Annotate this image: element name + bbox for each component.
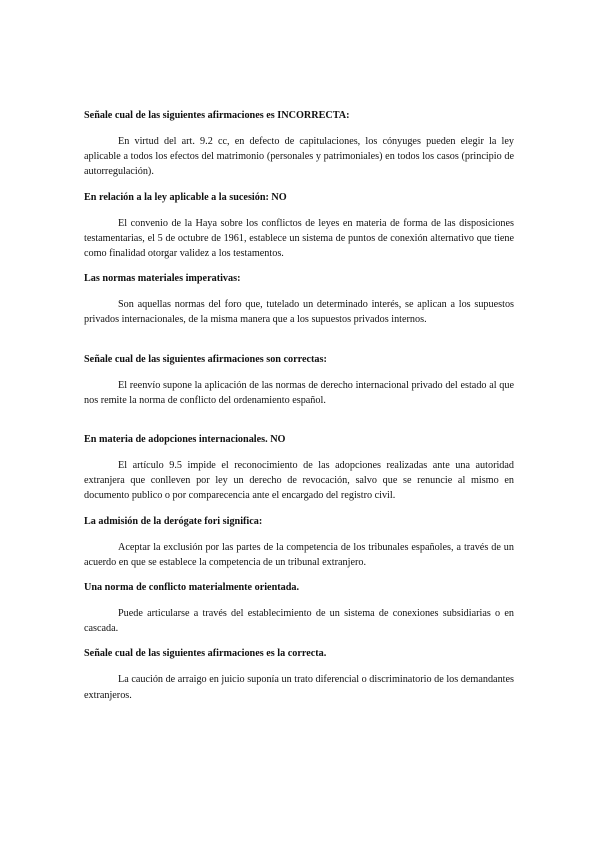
document-page [84,108,514,703]
question-heading: Señale cual de las siguientes afirmaciones son correctas: [84,353,327,365]
answer-text: El reenvío supone la aplicación de las normas de derecho internacional privado del estado al que nos remite la norma de conflicto del ordenamiento español. [84,379,514,406]
qa-block-7 [84,580,514,636]
qa-block-5 [84,432,514,504]
answer-text: En virtud del art. 9.2 cc, en defecto de capitulaciones, los cónyuges pueden elegir la ley aplicable a todos los efectos del matrimonio (personales y patrimoniales) en todos los casos (principio de autorregulación). [84,136,514,178]
qa-block-3 [84,271,514,327]
question-heading: En relación a la ley aplicable a la sucesión: NO [84,191,287,203]
qa-block-8 [84,646,514,702]
answer-text: El artículo 9.5 impide el reconocimiento de las adopciones realizadas ante una autoridad extranjera que conlleven por ley un derecho de revocación, salvo que se renuncie al mismo en documento publico o por comparecencia ante el encargado del registro civil. [84,460,514,502]
question-heading: Las normas materiales imperativas: [84,273,241,285]
question-heading: En materia de adopciones internacionales. NO [84,434,286,446]
answer-text: La caución de arraigo en juicio suponía un trato diferencial o discriminatorio de los demandantes extranjeros. [84,674,514,701]
answer-text: Puede articularse a través del establecimiento de un sistema de conexiones subsidiarias o en cascada. [84,608,514,635]
qa-block-1 [84,108,514,180]
qa-block-2 [84,190,514,262]
question-heading: Una norma de conflicto materialmente orientada. [84,582,300,594]
answer-text: Aceptar la exclusión por las partes de la competencia de los tribunales españoles, a través de un acuerdo en que se establece la competencia de un tribunal extranjero. [84,541,514,568]
question-heading: La admisión de la derógate fori significa: [84,515,263,527]
answer-text: El convenio de la Haya sobre los conflictos de leyes en materia de forma de las disposiciones testamentarias, el 5 de octubre de 1961, establece un sistema de puntos de conexión alternativo que tiene como finalidad otorgar validez a los testamentos. [84,217,514,260]
qa-block-4 [84,352,514,408]
question-heading: Señale cual de las siguientes afirmaciones es INCORRECTA: [84,110,350,121]
qa-block-6 [84,514,514,570]
answer-text: Son aquellas normas del foro que, tutelado un determinado interés, se aplican a los supuestos privados internacionales, de la misma manera que a los supuestos privados internos. [84,299,514,326]
question-heading: Señale cual de las siguientes afirmaciones es la correcta. [84,648,327,660]
